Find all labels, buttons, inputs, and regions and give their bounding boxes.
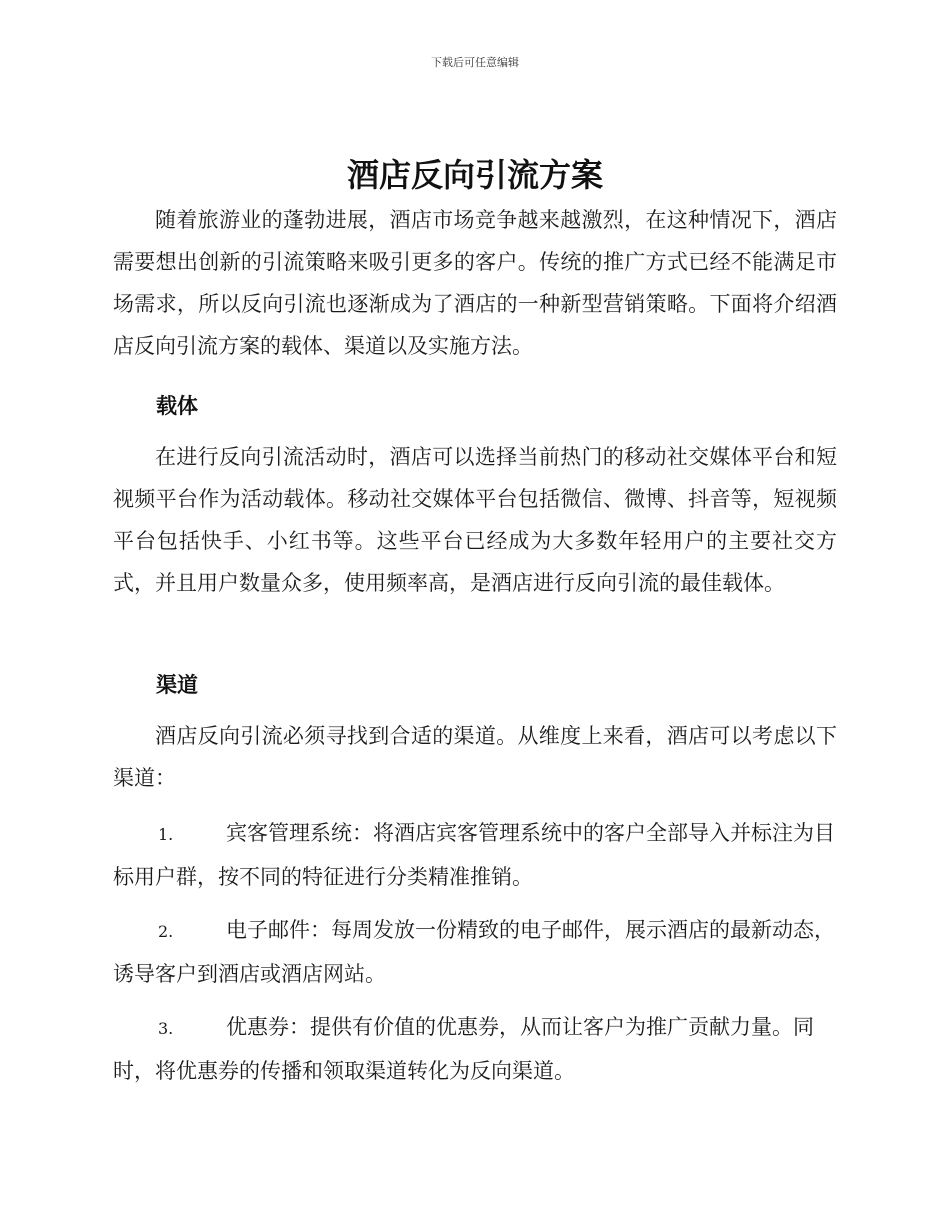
carrier-paragraph: 在进行反向引流活动时，酒店可以选择当前热门的移动社交媒体平台和短视频平台作为活动载体。移动社交媒体平台包括微信、微博、抖音等，短视频平台包括快手、小红书等。这些平台已经成为大多数年轻用户的主要社交方式，并且用户数量众多，使用频率高，是酒店进行反向引流的最佳载体。 [113, 445, 837, 595]
list-item-text: 电子邮件：每周发放一份精致的电子邮件，展示酒店的最新动态，诱导客户到酒店或酒店网站。 [113, 918, 835, 986]
list-item [113, 909, 837, 995]
list-item-number: 1. [158, 825, 174, 844]
list-item-text: 宾客管理系统：将酒店宾客管理系统中的客户全部导入并标注为目标用户群，按不同的特征进行分类精准推销。 [113, 821, 835, 889]
section-heading-carrier: 载体 [156, 394, 198, 418]
intro-paragraph: 随着旅游业的蓬勃进展，酒店市场竞争越来越激烈，在这种情况下，酒店需要想出创新的引流策略来吸引更多的客户。传统的推广方式已经不能满足市场需求，所以反向引流也逐渐成为了酒店的一种新型营销策略。下面将介绍酒店反向引流方案的载体、渠道以及实施方法。 [113, 208, 837, 358]
list-item-number: 3. [158, 1019, 174, 1038]
channels-paragraph: 酒店反向引流必须寻找到合适的渠道。从维度上来看，酒店可以考虑以下渠道： [113, 724, 837, 790]
header-note: 下载后可任意编辑 [431, 56, 519, 69]
list-item-text: 优惠券：提供有价值的优惠券，从而让客户为推广贡献力量。同时，将优惠券的传播和领取渠道转化为反向渠道。 [113, 1015, 814, 1083]
document-title: 酒店反向引流方案 [346, 156, 603, 194]
section-heading-channels: 渠道 [156, 673, 198, 697]
list-item [113, 1006, 837, 1092]
list-item-number: 2. [158, 922, 174, 941]
list-item [113, 812, 837, 898]
